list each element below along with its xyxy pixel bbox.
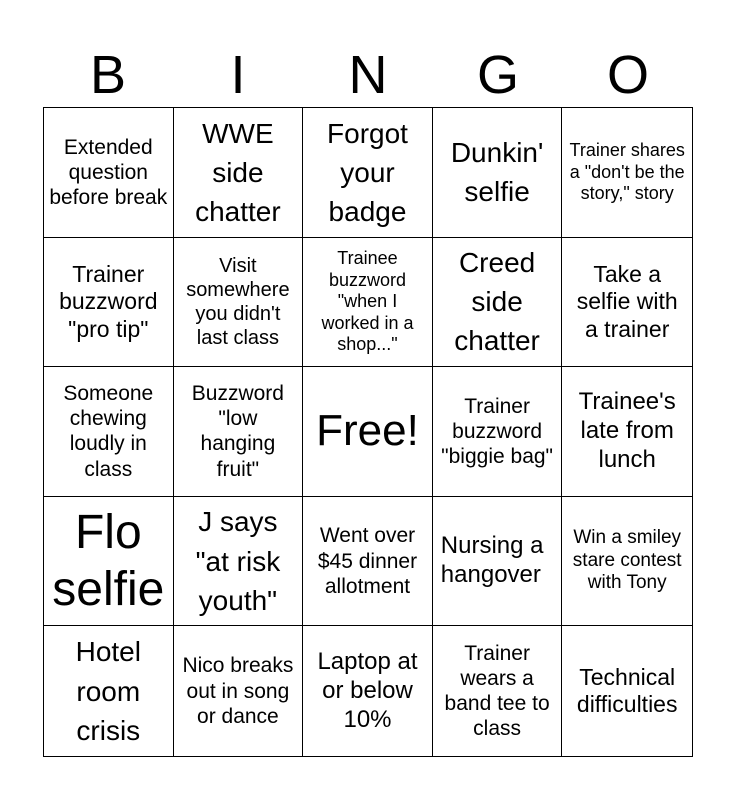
bingo-cell[interactable]: Creed side chatter bbox=[433, 238, 563, 368]
bingo-cell[interactable]: Someone chewing loudly in class bbox=[44, 367, 174, 497]
bingo-cell[interactable]: Flo selfie bbox=[44, 497, 174, 627]
bingo-cell[interactable]: Win a smiley stare contest with Tony bbox=[562, 497, 692, 627]
bingo-cell[interactable]: WWE side chatter bbox=[174, 108, 304, 238]
bingo-cell[interactable]: Technical difficulties bbox=[576, 663, 678, 718]
free-space-cell[interactable]: Free! bbox=[303, 367, 433, 497]
header-letter-n: N bbox=[348, 45, 388, 105]
bingo-cell[interactable]: Trainer buzzword "pro tip" bbox=[44, 238, 174, 368]
bingo-cell[interactable]: Trainer buzzword "biggie bag" bbox=[433, 367, 563, 497]
bingo-cell[interactable]: Take a selfie with a trainer bbox=[562, 238, 692, 368]
bingo-cell[interactable]: Laptop at or below 10% bbox=[303, 626, 433, 756]
bingo-cell[interactable]: J says "at risk youth" bbox=[174, 497, 304, 627]
bingo-cell[interactable]: Trainee buzzword "when I worked in a shop..." bbox=[303, 238, 433, 368]
bingo-cell[interactable]: Trainee's late from lunch bbox=[562, 367, 692, 497]
bingo-cell[interactable]: Nico breaks out in song or dance bbox=[174, 626, 304, 756]
bingo-cell[interactable]: Nursing a hangover bbox=[433, 497, 563, 627]
bingo-cell[interactable]: Visit somewhere you didn't last class bbox=[174, 238, 304, 368]
bingo-cell[interactable]: Extended question before break bbox=[44, 108, 174, 238]
bingo-cell[interactable]: Trainer shares a "don't be the story," story bbox=[562, 108, 692, 238]
bingo-cell[interactable]: Dunkin' selfie bbox=[433, 108, 563, 238]
header-letter-b: B bbox=[89, 45, 127, 105]
bingo-cell[interactable]: Trainer wears a band tee to class bbox=[433, 626, 563, 756]
bingo-cell[interactable]: Buzzword "low hanging fruit" bbox=[174, 367, 304, 497]
bingo-cell[interactable]: Went over $45 dinner allotment bbox=[303, 497, 433, 627]
header-letter-g: G bbox=[476, 45, 519, 105]
bingo-cell[interactable]: Forgot your badge bbox=[303, 108, 433, 238]
header-letter-o: O bbox=[606, 45, 649, 105]
bingo-board bbox=[43, 107, 693, 757]
bingo-cell[interactable]: Hotel room crisis bbox=[44, 626, 174, 756]
header-letter-i: I bbox=[230, 45, 246, 105]
bingo-header bbox=[43, 44, 693, 106]
